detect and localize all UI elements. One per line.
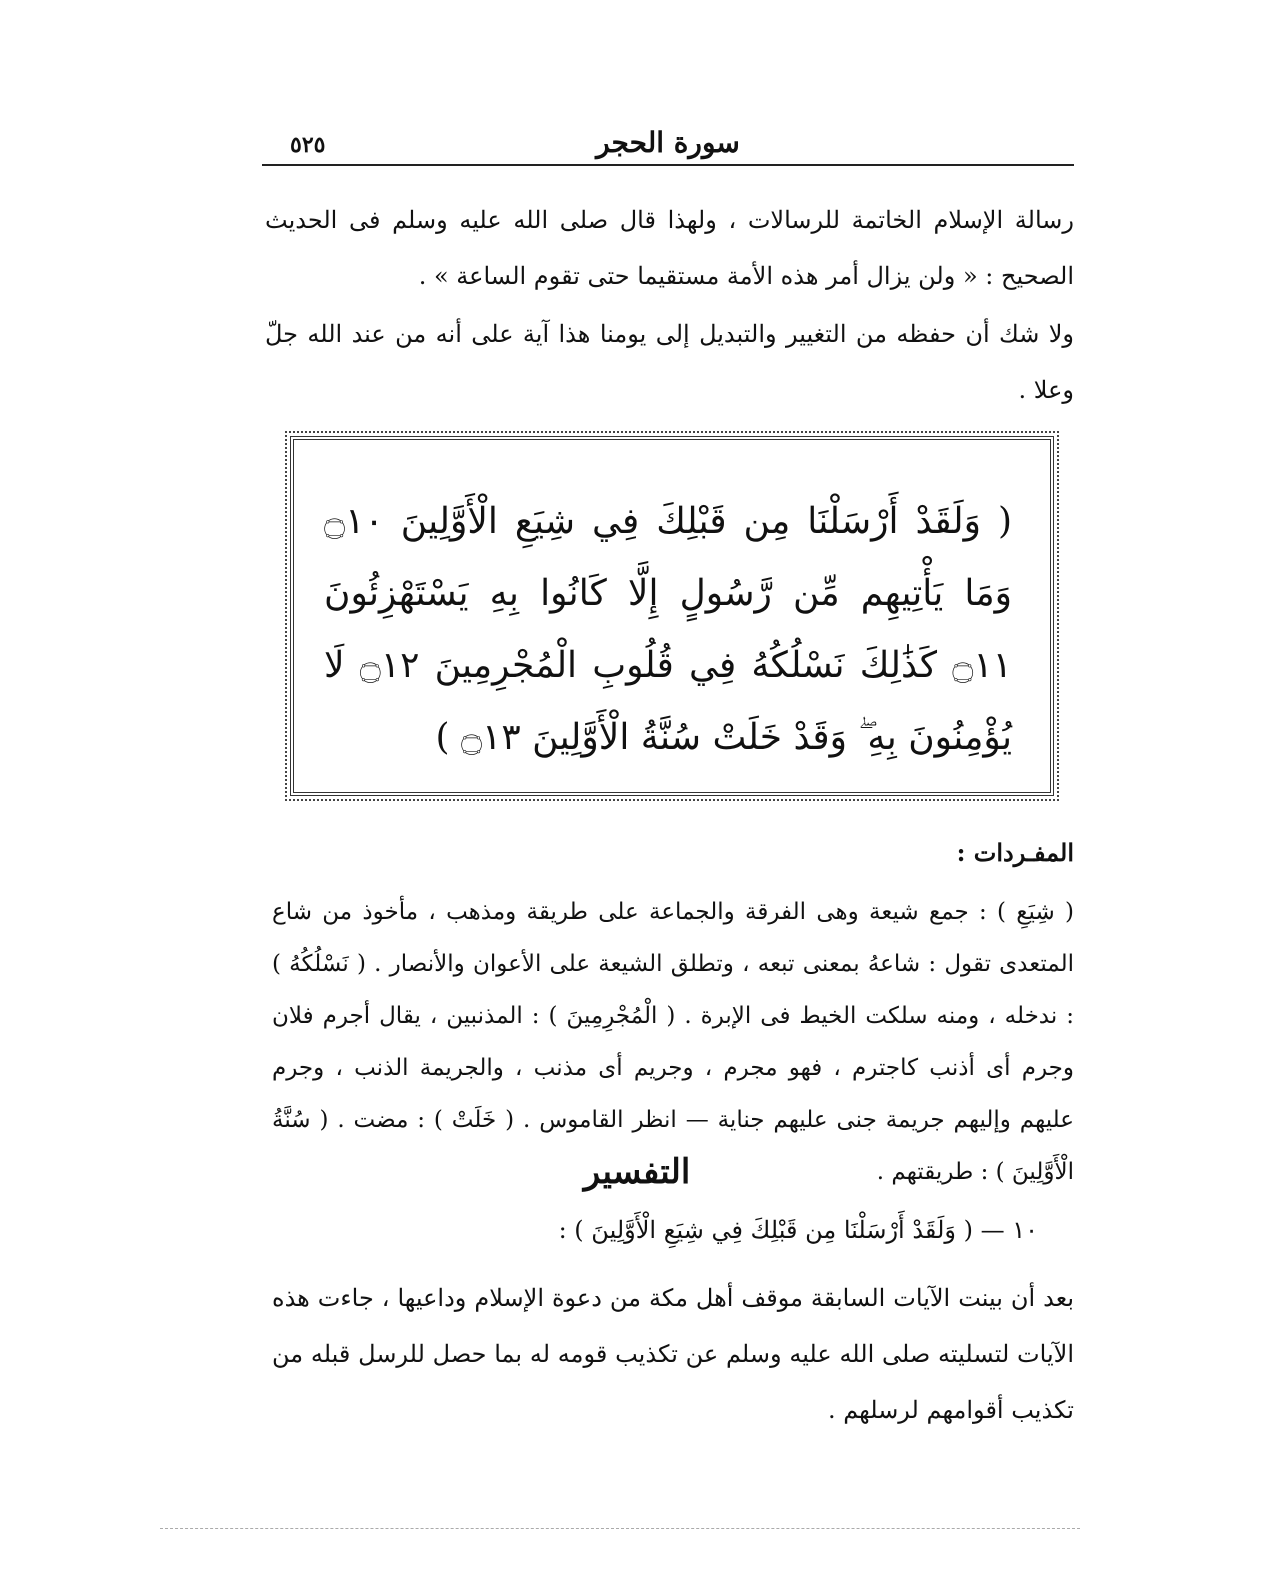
intro-paragraph-1: رسالة الإسلام الخاتمة للرسالات ، ولهذا قال صلى الله عليه وسلم فى الحديث الصحيح : « ولن يزال أمر هذه الأمة مستقيما حتى تقوم الساعة » .	[265, 206, 1074, 290]
tafsir-verse-reference: ١٠ — ( وَلَقَدْ أَرْسَلْنَا مِن قَبْلِكَ فِي شِيَعِ الْأَوَّلِينَ ) :	[558, 1216, 1038, 1244]
page-header	[262, 118, 1074, 166]
quran-verse-text: ( وَلَقَدْ أَرْسَلْنَا مِن قَبْلِكَ فِي شِيَعِ الْأَوَّلِينَ ۝١٠ وَمَا يَأْتِيهِم مِّن رَّسُولٍ إِلَّا كَانُوا بِهِ يَسْتَهْزِئُونَ ۝١١ كَذَٰلِكَ نَسْلُكُهُ فِي قُلُوبِ الْمُجْرِمِينَ ۝١٢ لَا يُؤْمِنُونَ بِهِ ۖ وَقَدْ خَلَتْ سُنَّةُ الْأَوَّلِينَ ۝١٣ )	[324, 501, 1012, 758]
page-number: ٥٢٥	[290, 132, 326, 158]
vocabulary-heading: المفـردات :	[956, 838, 1074, 867]
footer-rule	[160, 1528, 1080, 1529]
tafsir-paragraph: بعد أن بينت الآيات السابقة موقف أهل مكة من دعوة الإسلام وداعيها ، جاءت هذه الآيات لتسليته صلى الله عليه وسلم عن تكذيب قومه له بما حصل للرسل قبله من تكذيب أقوامهم لرسلهم .	[272, 1284, 1074, 1424]
vocabulary-text: ( شِيَعِ ) : جمع شيعة وهى الفرقة والجماعة على طريقة ومذهب ، مأخوذ من شاع المتعدى تقول : شاعهُ بمعنى تبعه ، وتطلق الشيعة على الأعوان والأنصار . ( نَسْلُكُهُ ) : ندخله ، ومنه سلكت الخيط فى الإبرة . ( الْمُجْرِمِينَ ) : المذنبين ، يقال أجرم فلان وجرم أى أذنب كاجترم ، فهو مجرم ، وجريم أى مذنب ، والجريمة الذنب ، وجرم عليهم وإليهم جريمة جنى عليهم جناية — انظر القاموس . ( خَلَتْ ) : مضت . ( سُنَّةُ الْأَوَّلِينَ ) : طريقتهم .	[272, 899, 1074, 1185]
surah-title: سورة الحجر	[596, 126, 740, 159]
tafsir-title: التفسير	[583, 1152, 691, 1192]
intro-paragraph-2: ولا شك أن حفظه من التغيير والتبديل إلى يومنا هذا آية على أنه من عند الله جلّ وعلا .	[265, 320, 1074, 404]
header-rule	[262, 164, 1074, 166]
quran-verse-box	[290, 436, 1054, 796]
